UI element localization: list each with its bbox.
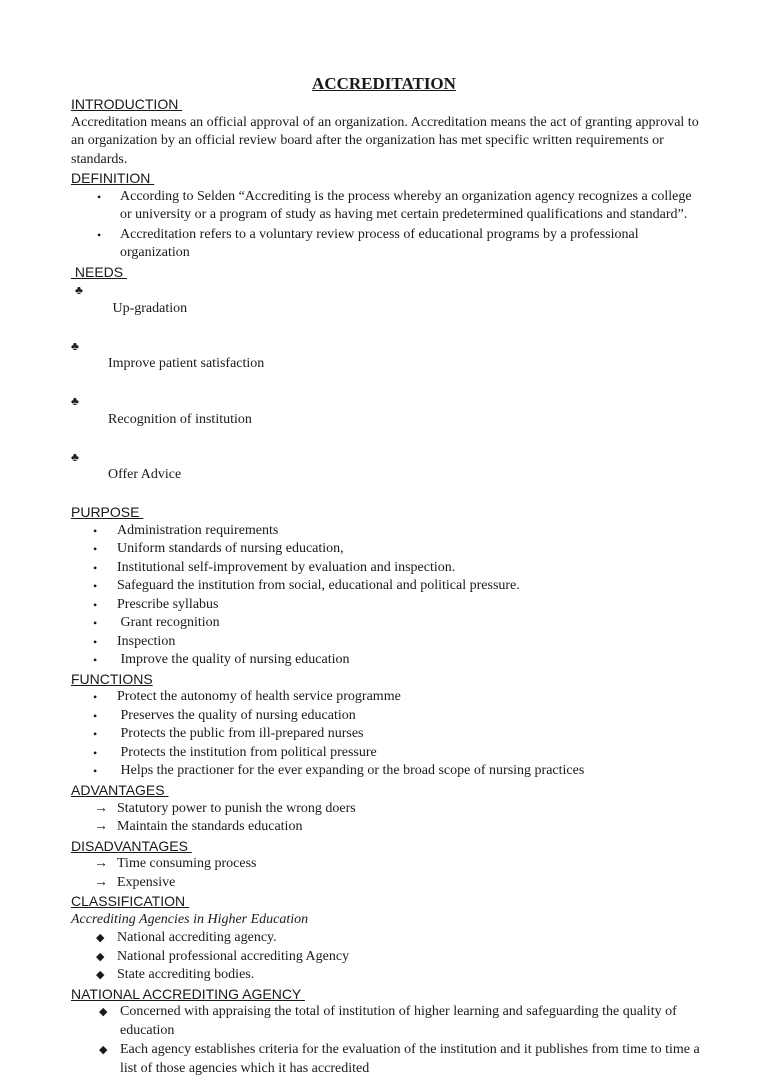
functions-list: [71, 688, 701, 781]
functions-item-text: Helps the practioner for the ever expanding or the broad scope of nursing practices: [117, 763, 585, 779]
list-item: [93, 540, 701, 559]
national-agency-heading: NATIONAL ACCREDITING AGENCY: [71, 985, 305, 1002]
list-item: [93, 596, 701, 615]
functions-item-text: Protect the autonomy of health service programme: [117, 689, 401, 705]
functions-item-text: Protects the public from ill-prepared nurses: [117, 726, 364, 742]
classification-item-text: National accrediting agency.: [117, 930, 277, 946]
bullet-icon: •: [93, 523, 98, 538]
advantages-heading: ADVANTAGES: [71, 781, 169, 798]
list-item: [71, 337, 701, 393]
list-item: [93, 522, 701, 541]
purpose-item-text: Grant recognition: [117, 615, 220, 631]
diamond-icon: ◆: [96, 950, 105, 963]
diamond-icon: ◆: [99, 1044, 108, 1057]
list-item: [71, 392, 701, 448]
bullet-icon: •: [93, 653, 98, 668]
advantages-item-text: Statutory power to punish the wrong doers: [117, 800, 356, 816]
definition-list: [71, 188, 701, 263]
disadvantages-item-text: Time consuming process: [117, 856, 257, 872]
club-icon: ♣: [71, 449, 79, 464]
list-item: [93, 744, 701, 763]
diamond-icon: ◆: [99, 1006, 108, 1019]
definition-heading: DEFINITION: [71, 170, 155, 187]
bullet-icon: •: [97, 189, 102, 204]
list-item: [97, 188, 701, 225]
bullet-icon: •: [93, 579, 98, 594]
arrow-right-icon: →: [94, 874, 108, 890]
needs-item-text: Offer Advice: [108, 467, 182, 483]
list-item: [97, 226, 701, 263]
classification-heading: CLASSIFICATION: [71, 893, 189, 910]
diamond-icon: ◆: [96, 969, 105, 982]
functions-heading: FUNCTIONS: [71, 670, 153, 687]
club-icon: ♣: [71, 338, 79, 353]
needs-heading: NEEDS: [71, 263, 128, 280]
list-item: [93, 688, 701, 707]
purpose-item-text: Improve the quality of nursing education: [117, 652, 350, 668]
bullet-icon: •: [93, 560, 98, 575]
list-item: [93, 725, 701, 744]
needs-item-text: Up-gradation: [109, 300, 188, 316]
functions-item-text: Preserves the quality of nursing education: [117, 707, 356, 723]
bullet-icon: •: [93, 764, 98, 779]
bullet-icon: •: [93, 745, 98, 760]
purpose-item-text: Institutional self-improvement by evaluation and inspection.: [117, 559, 456, 575]
purpose-item-text: Uniform standards of nursing education,: [117, 541, 344, 557]
list-item: [93, 614, 701, 633]
diamond-icon: ◆: [96, 932, 105, 945]
arrow-right-icon: →: [94, 856, 108, 872]
purpose-heading: PURPOSE: [71, 504, 144, 521]
national-agency-item-text: Concerned with appraising the total of institution of higher learning and safeguarding the quality of education: [120, 1004, 677, 1038]
arrow-right-icon: →: [94, 800, 108, 816]
bullet-icon: •: [93, 634, 98, 649]
list-item: [96, 966, 701, 985]
bullet-icon: •: [93, 616, 98, 631]
bullet-icon: •: [93, 690, 98, 705]
list-item: [71, 281, 701, 337]
purpose-list: [71, 522, 701, 670]
classification-item-text: National professional accrediting Agency: [117, 948, 350, 964]
definition-item-text: According to Selden “Accrediting is the process whereby an organization agency recognizes a college or university or a program of study as having met certain predetermined qualifications and standard”.: [120, 188, 692, 223]
bullet-icon: •: [93, 708, 98, 723]
classification-subheading: Accrediting Agencies in Higher Education: [71, 911, 309, 927]
list-item: [96, 948, 701, 967]
introduction-text: Accreditation means an official approval of an organization. Accreditation means the act of granting approval to an organization by an official review board after the organization has met specific written requirements or standards.: [71, 114, 699, 167]
list-item: [96, 929, 701, 948]
arrow-right-icon: →: [94, 819, 108, 835]
list-item: [71, 874, 701, 893]
advantages-item-text: Maintain the standards education: [117, 819, 303, 835]
needs-item-text: Recognition of institution: [108, 411, 252, 427]
list-item: [93, 707, 701, 726]
national-agency-list: [71, 1003, 701, 1078]
bullet-icon: •: [93, 727, 98, 742]
club-icon: ♣: [75, 283, 83, 298]
list-item: [71, 855, 701, 874]
list-item: [99, 1041, 701, 1078]
purpose-item-text: Administration requirements: [117, 522, 279, 538]
list-item: [93, 559, 701, 578]
list-item: [99, 1003, 701, 1040]
document-title: ACCREDITATION: [312, 74, 456, 93]
disadvantages-item-text: Expensive: [117, 874, 176, 890]
list-item: [93, 762, 701, 781]
list-item: [71, 800, 701, 819]
bullet-icon: •: [97, 227, 102, 242]
list-item: [71, 818, 701, 837]
introduction-heading: INTRODUCTION: [71, 96, 183, 112]
document-body: [71, 95, 701, 1078]
disadvantages-heading: DISADVANTAGES: [71, 837, 192, 854]
list-item: [93, 651, 701, 670]
bullet-icon: •: [93, 597, 98, 612]
list-item: [71, 448, 701, 504]
classification-item-text: State accrediting bodies.: [117, 967, 255, 983]
list-item: [93, 633, 701, 652]
needs-item-text: Improve patient satisfaction: [108, 356, 265, 372]
bullet-icon: •: [93, 542, 98, 557]
club-icon: ♣: [71, 394, 79, 409]
classification-list: [71, 929, 701, 985]
national-agency-item-text: Each agency establishes criteria for the evaluation of the institution and it publishes from time to time a list of those agencies which it has accredited: [120, 1042, 700, 1076]
list-item: [93, 577, 701, 596]
purpose-item-text: Prescribe syllabus: [117, 596, 219, 612]
definition-item-text: Accreditation refers to a voluntary review process of educational programs by a professional organization: [120, 226, 639, 261]
functions-item-text: Protects the institution from political pressure: [117, 744, 377, 760]
purpose-item-text: Inspection: [117, 633, 176, 649]
purpose-item-text: Safeguard the institution from social, educational and political pressure.: [117, 578, 520, 594]
